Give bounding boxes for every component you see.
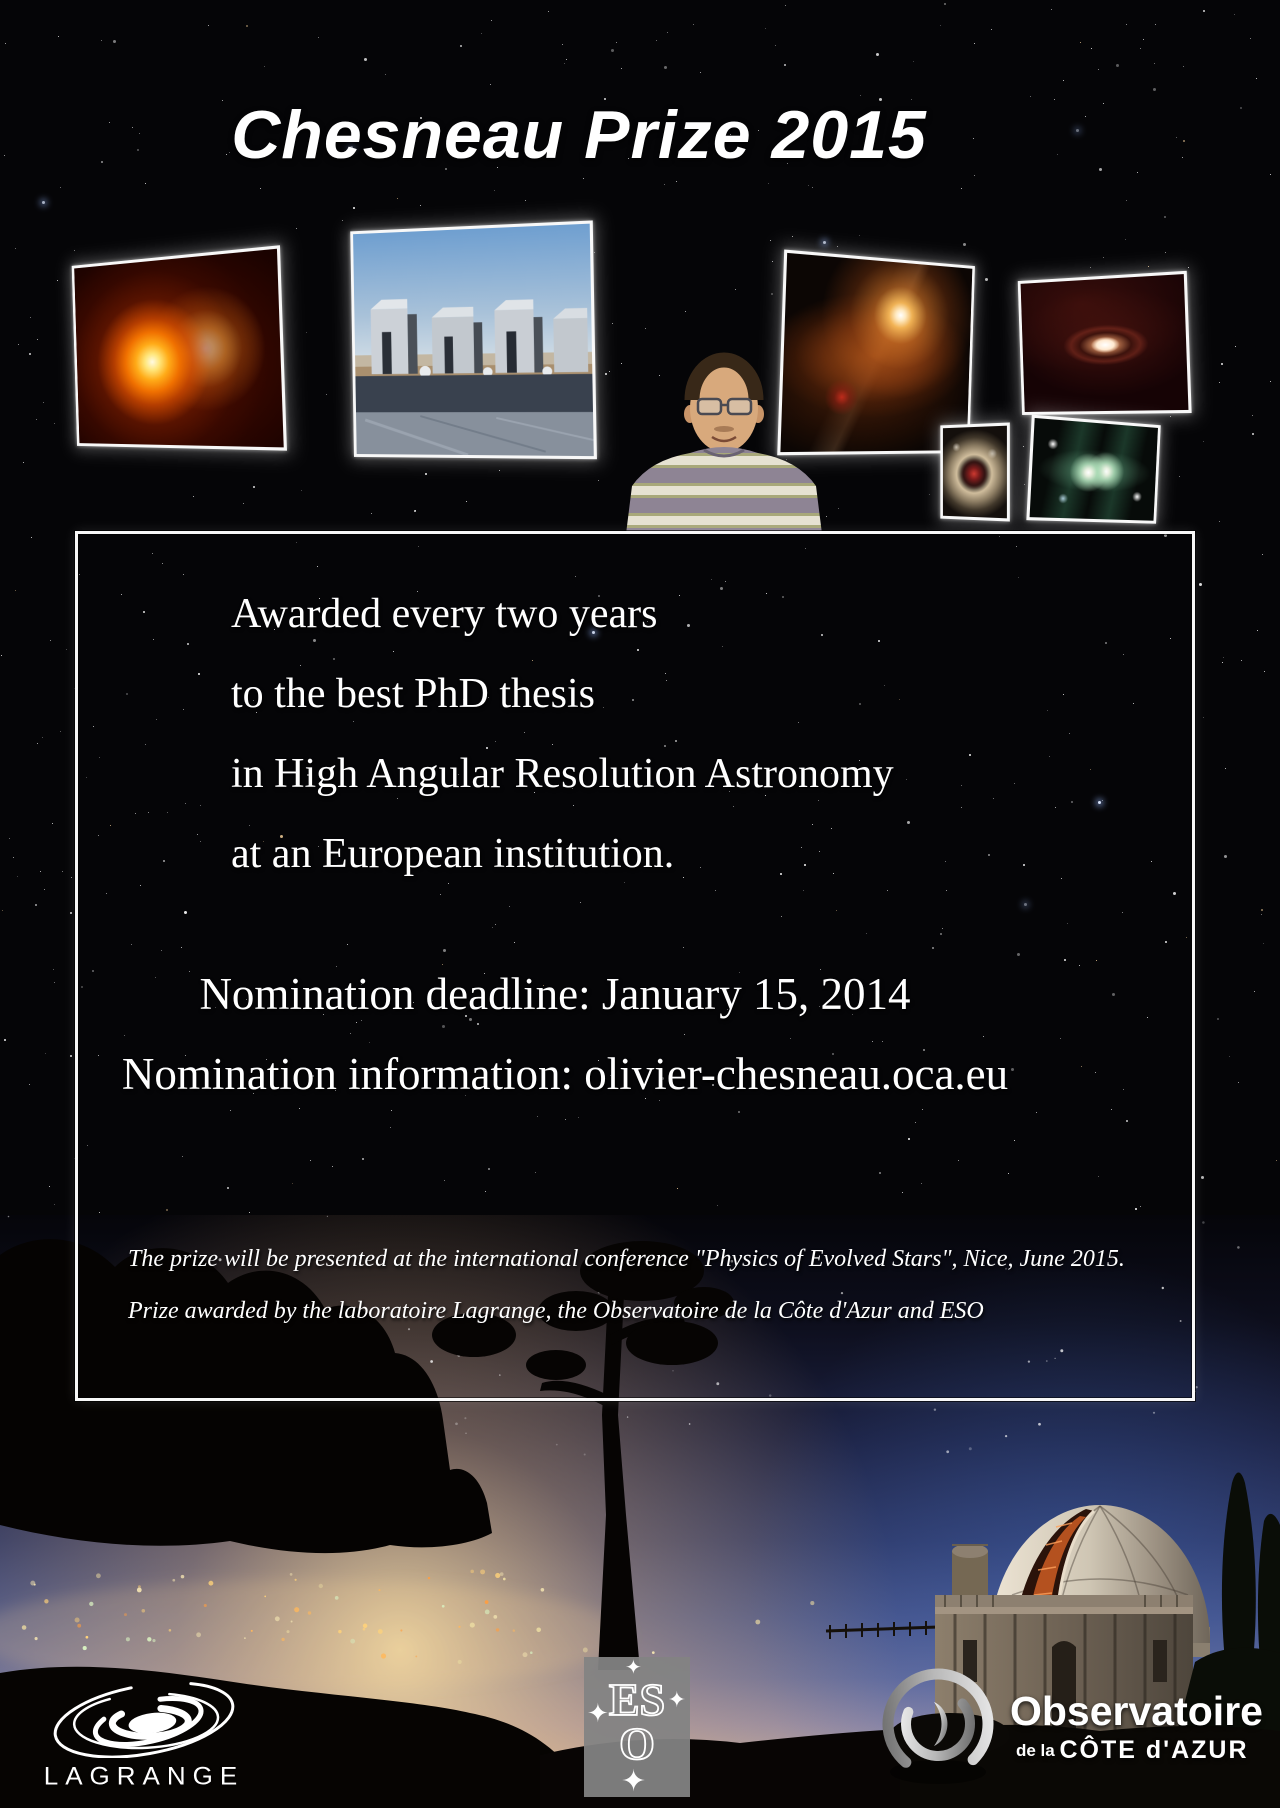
portrait-illustration [612, 352, 832, 533]
lagrange-wordmark: LAGRANGE [43, 1761, 245, 1791]
eso-star-icon: ✦ [625, 1657, 642, 1679]
oca-wordmark: Observatoire [1010, 1688, 1263, 1734]
footnote-organizers: Prize awarded by the laboratoire Lagrange, the Observatoire de la Côte d'Azur and ESO [128, 1298, 984, 1324]
nomination-deadline: Nomination deadline: January 15, 2014 [199, 969, 911, 1019]
vlt-illustration [353, 224, 594, 456]
oca-subtitle [1016, 1736, 1249, 1765]
photo-bipolar-nebula [1026, 415, 1160, 524]
nomination-information: Nomination information: olivier-chesneau.oca.eu [121, 1049, 1009, 1099]
eso-wordmark-line1: ES [608, 1674, 666, 1725]
photo-collage [0, 0, 1280, 533]
photo-circumstellar-disk [1018, 271, 1192, 415]
eso-star-icon: ✦ [621, 1765, 647, 1798]
eso-wordmark-line2: O [619, 1718, 655, 1769]
info-box [75, 531, 1195, 1401]
lagrange-swirl-icon [32, 1680, 256, 1758]
photo-vlt-observatory [350, 220, 597, 459]
box-line-2: to the best PhD thesis [231, 671, 595, 717]
oca-subtitle-prefix: de la [1016, 1741, 1060, 1760]
photo-binary-star [72, 245, 287, 450]
box-line-3: in High Angular Resolution Astronomy [231, 751, 894, 797]
eso-star-icon: ✦ [667, 1687, 686, 1712]
eso-logo [584, 1657, 690, 1797]
oca-subtitle-main: CÔTE d'AZUR [1059, 1736, 1249, 1764]
oca-swirl-icon [872, 1664, 1004, 1792]
box-line-4: at an European institution. [231, 831, 675, 877]
photo-light-echo [940, 422, 1009, 521]
poster-title: Chesneau Prize 2015 [231, 97, 927, 173]
eso-star-icon: ✦ [587, 1699, 609, 1728]
olivier-chesneau-portrait [612, 352, 832, 533]
footnote-conference: The prize will be presented at the international conference "Physics of Evolved Stars", Nice, June 2015. [128, 1246, 1125, 1272]
box-line-1: Awarded every two years [231, 591, 658, 637]
lagrange-logo [26, 1680, 262, 1792]
